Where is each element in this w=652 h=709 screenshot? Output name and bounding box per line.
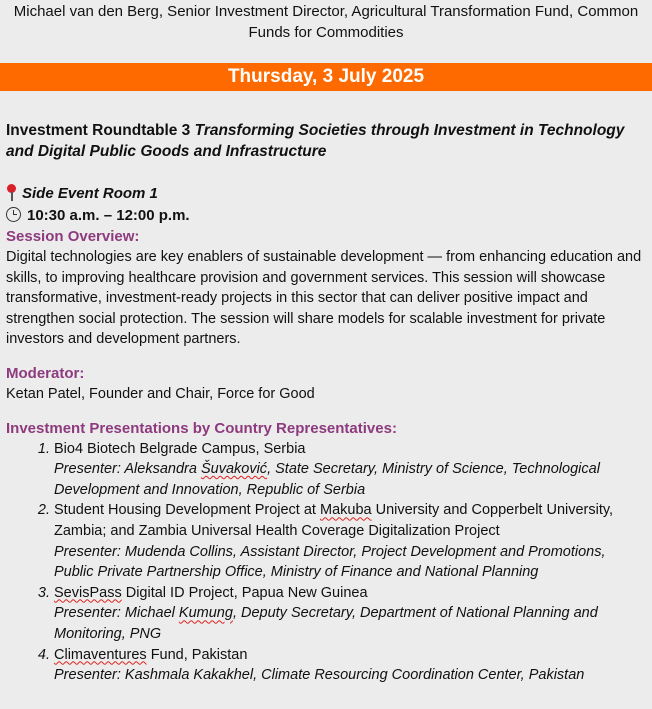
list-item: [54, 500, 646, 582]
overview-heading: Session Overview:: [6, 228, 140, 245]
moderator-text: Ketan Patel, Founder and Chair, Force for Good: [6, 385, 315, 402]
project-name: 1. Bio4 Biotech Belgrade Campus, Serbia: [54, 440, 306, 457]
list-item: [54, 583, 646, 645]
session-title-prefix: Investment Roundtable 3: [6, 122, 195, 139]
top-credit-text: Michael van den Berg, Senior Investment Director, Agricultural Transformation Fund, Common Funds for Commodities: [13, 3, 639, 41]
presentations-list: [6, 439, 646, 686]
project-name: 3. SevisPass Digital ID Project, Papua New Guinea: [54, 584, 368, 601]
session-content: [6, 120, 646, 686]
presentations-heading: Investment Presentations by Country Representatives:: [6, 419, 397, 437]
project-name: 4. Climaventures Fund, Pakistan: [54, 646, 248, 663]
session-title: [6, 120, 646, 162]
presenter-text: Presenter: Aleksandra Šuvaković, State Secretary, Ministry of Science, Technological Development and Innovation, Republic of Serbia: [54, 461, 600, 498]
clock-icon: [6, 207, 21, 222]
date-banner: Thursday, 3 July 2025: [0, 63, 652, 91]
session-room: [6, 183, 646, 205]
session-room-text: Side Event Room 1: [22, 185, 158, 202]
moderator-heading: Moderator:: [6, 364, 85, 382]
list-item: [54, 439, 646, 501]
presenter-text: Presenter: Kashmala Kakakhel, Climate Resourcing Coordination Center, Pakistan: [54, 667, 585, 684]
project-name: 2. Student Housing Development Project at Makuba University and Copperbelt University, Zambia; and Zambia Universal Health Coverage Digitalization Project: [54, 502, 614, 539]
session-time: [6, 205, 646, 227]
pin-icon: [6, 184, 16, 201]
presenter-text: Presenter: Mudenda Collins, Assistant Director, Project Development and Promotions, Public Private Partnership Office, Ministry of Finance and National Planning: [54, 543, 606, 581]
session-time-text: 10:30 a.m. – 12:00 p.m.: [27, 207, 190, 224]
session-title-italic: Transforming Societies through Investment in Technology and Digital Public Goods and Infrastructure: [6, 122, 625, 160]
overview-text: Digital technologies are key enablers of sustainable development — from enhancing education and skills, to improving healthcare provision and government services. This session will showcase transformative, investment-ready projects in this sector that can deliver positive impact and strengthen social protection. The session will share models for scalable investment for private investors and development partners.: [6, 249, 642, 348]
list-item: [54, 645, 646, 686]
presenter-text: Presenter: Michael Kumung, Deputy Secretary, Department of National Planning and Monitoring, PNG: [54, 605, 598, 642]
